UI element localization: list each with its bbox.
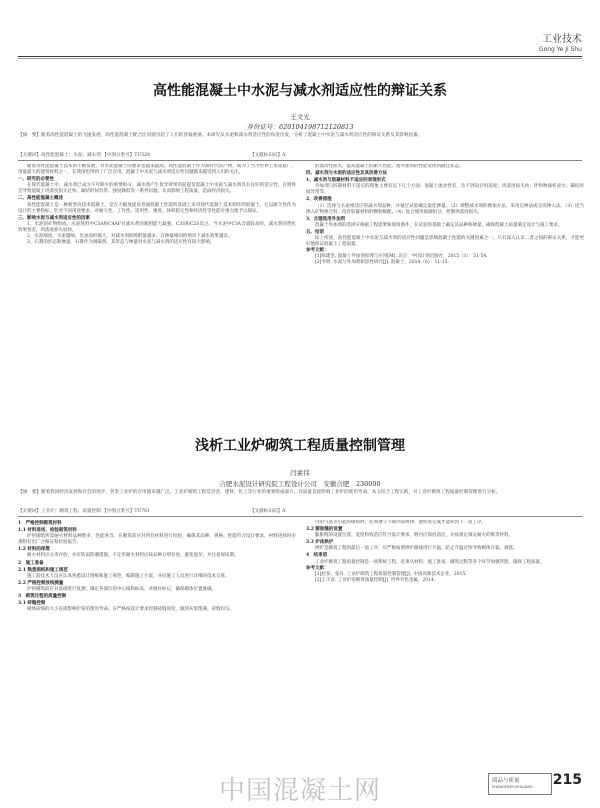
paragraph: 2、改善措施 — [306, 197, 332, 203]
paragraph: 3 砌筑过程的质量控制 — [18, 594, 67, 600]
article2-right-column — [306, 520, 584, 760]
paragraph: 内的气氛等引起的破损时，必须遵守下降冷却规律，使检查完成才能转到下一道工序。 — [315, 520, 486, 525]
paragraph: 3、石膏的形态和掺量。石膏作为调凝剂，其形态与掺量对水泥与减水剂的适应性有较大影响。 — [27, 240, 215, 246]
article1-references — [306, 248, 584, 266]
paragraph: 随着高性能混凝土技术的不断发展，对水泥混凝土的要求也越来越高。高性能混凝土作为新时代的产物，成为了当今世界上用途最广、用量最大的建筑材料之一，在我国也得到了广泛应用。混凝土中水泥与减水剂适应性问题越来越受到人们的关注。 — [18, 164, 296, 176]
paragraph: 的流动性损失，提高混凝土的耐久性能。使外加剂的性能发挥到最佳状态。 — [315, 164, 464, 169]
article1-affiliation: 身份证号：620104198712120813 — [246, 123, 354, 131]
reference-item: [1]赵泰，张丹. 工业炉砌筑工程质量控制管理[J]. 中国高新技术企业，2015. — [315, 571, 467, 577]
paragraph: 四、减水剂与水泥的适应性及其改善方法 — [306, 171, 387, 177]
article1-doc-code: 【文献标识码】A — [250, 153, 286, 158]
paragraph: 施工前技术人员应认真熟悉设计图纸和施工规范，编制施工方案，并向施工人员进行详细的技术交底。 — [27, 573, 230, 579]
paragraph: 2 施工准备 — [18, 560, 44, 566]
journal-name-cn: 商品与质量 — [492, 778, 520, 784]
site-watermark: 中国混凝土网 — [218, 776, 381, 806]
paragraph: 1.2 材料的保管 — [18, 547, 50, 553]
article1-abstract: 【摘 要】随着高性能混凝土的飞速发展，高性能混凝土配合比问题引起了人们的普遍重视。本研究从水泥和减水剂适应性的角度出发，分析了混凝土中水泥与减水剂适应性的辩证关系及其影响因素。 — [18, 133, 423, 138]
article2-keywords — [18, 508, 150, 514]
journal-name-en: SHANGPINYUZHILIANG — [492, 785, 533, 789]
page-number: 215 — [552, 772, 582, 788]
article2-keywords-text: 【关键词】工业炉；砌筑工程；质量控制 — [18, 509, 101, 514]
paragraph: 炉窑砌筑所需耐火材料品种繁多，性能各异。在砌筑前应对所有材料进行检验，确保其品种、规格、性能符合设计要求。材料进场时必须附有出厂合格证和检验报告。 — [18, 534, 296, 546]
section-header — [539, 30, 582, 53]
article2-left-column — [18, 520, 296, 782]
paragraph: 2、水泥细度。水泥越细，比表面积越大，对减水剂的吸附量越多，在掺量相同的情况下减水效果越差。 — [27, 234, 233, 240]
article2-references-title: 参考文献： — [306, 565, 329, 571]
article2-doc-code: 【文献标识码】A — [250, 509, 286, 514]
paragraph: 膨胀缝的设置位置、宽度和构造应符合设计要求，缝内应保持清洁，并按规定填充耐火纤维等材料。 — [315, 533, 513, 539]
article1-references-title: 参考文献： — [306, 248, 329, 254]
paragraph: 砌体砖缝的大小直接影响炉窑的使用寿命。应严格按设计要求控制砖缝厚度，做到灰浆饱满、砖缝均匀。 — [27, 607, 234, 613]
paragraph: 一、研究的必要性 — [18, 177, 54, 183]
paragraph: 3、合理选用外加剂 — [306, 216, 346, 222]
article1-keywords — [18, 152, 150, 158]
article2-divider — [18, 516, 582, 517]
article1-title: 高性能混凝土中水泥与减水剂适应性的辩证关系 — [153, 83, 447, 99]
paragraph: （1）选择与水泥相适应的减水剂品种，并通过试验确定最佳掺量。（2）调整减水剂的掺加方法，采用后掺法或分次掺入法。（3）适当掺入矿物掺合料，改善胶凝材料的颗粒级配。（4）复合使用缓凝组分，控制坍落度损失。 — [306, 203, 584, 215]
article1-author: 王文光 — [290, 113, 310, 121]
reference-item: [1]陈建奎. 混凝土外加剂原理与应用[M]. 北京：中国计划出版社，2015（1）：51-54. — [315, 254, 488, 260]
article2-affiliation: 合肥水泥设计研究院工程设计公司 安徽合肥 230000 — [219, 480, 381, 488]
paragraph: 混凝土外加剂的选择应根据工程需要和现场条件，在试验的基础上确定其品种和掺量，确保混凝土质量满足设计与施工要求。 — [315, 222, 563, 228]
section-title-en: Gong Ye Ji Shu — [538, 46, 582, 53]
paragraph: 3.3 炉体烘炉 — [306, 540, 334, 546]
paragraph: 3.1 砖缝控制 — [18, 601, 46, 607]
paragraph: 4 结束语 — [306, 553, 328, 559]
article2-title: 浅析工业炉砌筑工程质量控制管理 — [195, 438, 405, 454]
article1-right-column — [306, 164, 584, 428]
paragraph: 1、减水剂与胶凝材料不适应的表现形式 — [306, 178, 386, 184]
paragraph: 高性能混凝土是一种新型高技术混凝土，是在大幅度提高普通混凝土性能的基础上采用现代混凝土技术制作的混凝土。它以耐久性作为设计的主要指标，针对不同用途要求，对耐久性、工作性、适用性、强度、体积稳定性和经济性等性能有重点地予以保证。 — [18, 202, 296, 214]
paragraph: 综上所述，高性能混凝土中水泥与减水剂的适应性问题是影响混凝土性能的关键因素之一。只有深入认识二者之间的辩证关系，才能更好地保证混凝土工程质量。 — [306, 236, 584, 248]
paragraph: 三、影响水泥与减水剂适应性的因素 — [18, 215, 90, 221]
article2-class: 【中图分类号】TU761 — [102, 509, 151, 514]
section-title-cn: 工业技术 — [542, 34, 582, 45]
paragraph: 2.2 严格控制放线测量 — [18, 580, 64, 586]
article1-keywords-text: 【关键词】高性能混凝土；水泥；减水剂 — [18, 153, 101, 158]
paragraph: 二、高性能混凝土概述 — [18, 196, 63, 202]
reference-item: [2]王丰省. 工业炉窑砌筑质量控制[J]. 世界有色金属，2014. — [315, 577, 436, 583]
paragraph: 耐火材料应分类存放，并有防雨防潮措施。不定形耐火材料应按品种分别存放，避免混杂，并注意保质期。 — [27, 553, 239, 559]
paragraph: 2.1 熟悉图纸和施工规范 — [18, 567, 68, 573]
header-divider — [18, 56, 582, 57]
header-divider-thin — [18, 58, 582, 59]
article1-class: 【中图分类号】TU528 — [102, 153, 151, 158]
paragraph: 工业炉砌筑工程质量控制是一项系统工程，必须从材料、施工准备、砌筑过程等各个环节加强管理，确保工程质量。 — [315, 559, 545, 565]
article1-left-column — [18, 164, 296, 428]
paragraph: 1、水泥的矿物组成。水泥熟料中C3A和C4AF对减水剂的吸附能力最强，C3S和C2S次之。当水泥中C3A含量较高时，减水剂的塑化效果变差，坍落度损失较快。 — [18, 221, 296, 233]
journal-footer-box — [488, 773, 552, 795]
article2-author: 闫素伟 — [290, 469, 310, 477]
reference-item: [2]李明. 水泥与外加剂相容性研究[J]. 混凝土，2014（6）：11-15. — [315, 260, 449, 266]
paragraph: 炉窑砌筑前应对基础进行复测，确定各部位的中心线和标高，并做好标记，确保砌体位置准确。 — [27, 586, 216, 592]
paragraph: 在现代混凝土中，减水剂已成为不可缺少的重要组分。减水剂产生优异效果的前提是混凝土中水泥与减水剂具有良好的适应性，否则将会导致混凝土坍落度损失过快、凝结时间异常、强度降低等一系列问题。从而影响工程质量，造成经济损失。 — [18, 183, 296, 195]
paragraph: 1 严格控制砌筑材料 — [18, 521, 62, 526]
paragraph: 烘炉是砌筑工程的最后一道工序，应严格按照烘炉曲线进行升温，防止升温过快导致砌体开裂、剥落。 — [315, 546, 518, 552]
article2-abstract: 【摘 要】随着我国经济发展和社会的进步，各类工业炉的应用越来越广泛。工业炉砌筑工程是冶金、建材、化工等行业的重要组成部分，其质量直接影响工业炉的使用寿命。本文结合工程实践，对工业炉砌筑工程质量控制管理进行分析。 — [18, 490, 501, 495]
paragraph: 1.1 材料进场，检验砌筑材料 — [18, 528, 77, 534]
paragraph: 3.2 膨胀缝的设置 — [306, 527, 343, 533]
article1-divider — [18, 160, 582, 161]
article2-references — [306, 566, 584, 584]
paragraph: 外加剂与胶凝材料不适应的现象主要有以下几个方面：混凝土流动性差，达不到设计坍落度；坍落度损失快；拌和物离析泌水；凝结时间异常等。 — [306, 184, 584, 196]
paragraph: 五、结语 — [306, 229, 324, 235]
